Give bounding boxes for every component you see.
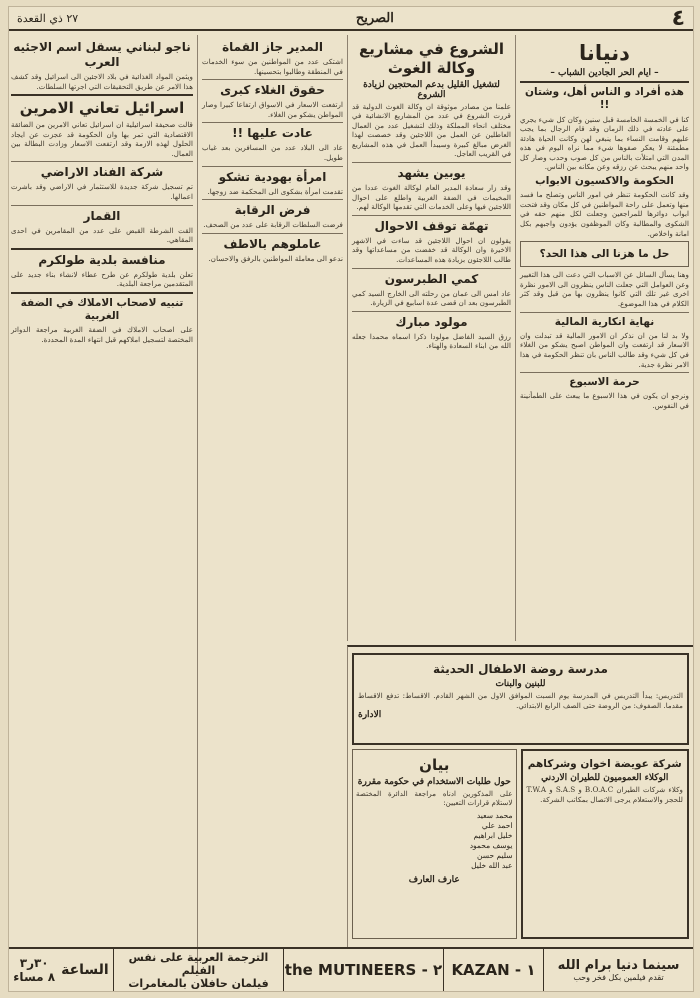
article-text: علمنا من مصادر موثوقة ان وكالة الغوث الدولية قد قررت الشروع في عدد من المشاريع الانشائية في مختلف انحاء المملكة وذلك لتشغيل عدد من العمال العاطلين عن العمل من اللاجئين وقد خصصت لهذا الغرض مبالغ كبيرة وسيبدأ العمل في هذه المشاريع في القريب العاجل. — [352, 101, 511, 159]
showtime-1: ٣٠ر٣ — [19, 956, 49, 970]
issue-date: ٢٧ ذي القعدة — [17, 11, 79, 25]
article-text: وهنا يسأل السائل عن الاسباب التي دعت الى هذا التغيير وعن العوامل التي جعلت الناس ينظرون الى الامور نظرة اخرى غير تلك التي كانوا ينظرون بها من قبل وقد كثر الكلام في هذا الموضوع. — [520, 270, 689, 309]
masthead — [9, 7, 693, 31]
company-ad-subtitle: الوكلاء العموميون للطيران الاردني — [541, 773, 669, 784]
article-text: رزق السيد الفاضل مولودا ذكرا اسماه محمدا جعله الله من ابناء السعادة والهناء. — [352, 331, 511, 351]
company-ad-title: شركة عويضة اخوان وشركاهم — [527, 758, 682, 770]
tender-heading: منافسة بلدية طولكرم — [38, 252, 166, 267]
notice-title: بيان — [419, 756, 450, 774]
article-text: القت الشرطة القبض على عدد من المقامرين في احدى المقاهي. — [11, 225, 193, 245]
showtime-2: ٨ مساء — [13, 970, 56, 984]
notice-intro: على المذكورين ادناه مراجعة الدائرة المختصة لاستلام قرارات التعيين: — [356, 788, 513, 808]
article-text: على اصحاب الاملاك في الضفة الغربية مراجعة الدوائر المختصة لتسجيل املاكهم قبل انتهاء المدة المحددة. — [11, 325, 193, 344]
notice-names-list — [356, 811, 513, 871]
column-2 — [347, 35, 515, 641]
page-number: ٤ — [671, 5, 685, 31]
section-heading: عاملوهم بالاطف — [223, 236, 322, 251]
cinema-subtitle: تقدم فيلمين بكل فخر وحب — [573, 973, 664, 982]
headline-lebanese: ناجو لبناني يسقل اسم الاجئيه العرب — [13, 40, 191, 69]
film-notes — [113, 949, 283, 991]
article-text: وقد كانت الحكومة تنظر في امور الناس وتصلح ما فسد منها وتعمل على راحة المواطنين في كل مكان وقد فتحت ابواب دوائرها للمراجعين وجعلت لكل منهم حقه في الشكوى والمطالبة وكان الموظفون يؤدون واجبهم بكل امانة واخلاص. — [520, 190, 689, 238]
article-text: قالت صحيفة اسرائيلية ان اسرائيل تعاني الامرين من الضائقة الاقتصادية التي تمر بها وان الحكومة قد عجزت عن ايجاد الحلول لهذه الازمة وقد ارتفعت الاسعار وزادت البطالة بين العمال. — [11, 119, 193, 158]
section-heading: حل ما هزنا الى هذا الحد؟ — [539, 248, 670, 261]
section-heading: نهاية انكارية المالية — [554, 315, 655, 328]
notice-name-row: خليل ابراهيم — [473, 830, 513, 840]
school-ad-title: مدرسة روضة الاطفال الحديثة — [433, 662, 608, 676]
showtimes — [9, 949, 113, 991]
article-text: ونرجو ان يكون في هذا الاسبوع ما يبعث على الطمأنينة في النفوس. — [520, 391, 689, 410]
article-text: تعلن بلدية طولكرم عن طرح عطاء لانشاء بناء جديد على المتقدمين مراجعة البلدية. — [11, 269, 193, 289]
column-3 — [197, 35, 347, 971]
film-note-translation: الترجمة العربية على نفس الفيلم — [128, 950, 269, 977]
film-note-adventure: فيلمان حافلان بالمغامرات — [128, 976, 269, 990]
notice-name-row: احمد علي — [481, 820, 513, 830]
headline-unrwa: الشروع في مشاريع وكالة الغوث — [358, 40, 505, 77]
headline-israel: اسرائيل تعاني الامرين — [19, 99, 185, 118]
column-1 — [515, 35, 693, 641]
section-heading: شركة الفناد الاراضي — [40, 165, 164, 180]
article-text: كنا في الخمسة الخامسة قبل سنين وكان كل شيء يجري على عادته في ذلك الزمان وقد قام الرجال بما يجب عليهم وقامت النساء بما ينبغي لهن وكانت الحياة هادئة مطمئنة لا يعكر صفوها شيء مما نراه اليوم في هذه المدن التي امتلأت بالناس من كل صوب وحدب وصار كل واحد منهم يبحث عن رزقه وعن مكانه بين الناس. — [520, 114, 689, 172]
section-heading: المدير جاز القماة — [222, 40, 323, 54]
school-ad-sign: الادارة — [358, 710, 382, 721]
notice-name-row: عبد الله خليل — [471, 860, 513, 870]
article-text: تقدمت امرأة بشكوى الى المحكمة ضد زوجها. — [207, 186, 343, 196]
column-title-donyana: دنيانا — [579, 41, 630, 65]
section-heading: فرض الرقابة — [234, 203, 311, 218]
article-text: عاد الى البلاد عدد من المسافرين بعد غياب طويل. — [202, 143, 343, 162]
school-ad-subtitle: للبنين والبنات — [495, 679, 546, 689]
article-text: ولا بد لنا من ان نذكر ان الامور المالية قد تبدلت وان الاسعار قد ارتفعت وان المواطن اصبح يشكو من الغلاء في كل شيء وقد طالب الناس بان تنظر الحكومة في هذا الامر نظرة جدية. — [520, 330, 689, 369]
column-4 — [7, 35, 197, 971]
cinema-cell — [543, 949, 693, 991]
notice-name-row: سليم حسن — [477, 850, 513, 860]
section-heading: مولود مبارك — [395, 314, 468, 329]
notice-name-row: يوسف محمود — [469, 840, 513, 850]
section-heading: عادت عليها !! — [232, 126, 313, 141]
cinema-ad-band — [9, 947, 693, 991]
company-ad — [521, 749, 690, 939]
column-subtitle: – ايام الحر الجادين الشباب – — [550, 68, 659, 79]
company-ad-text: وكلاء شركات الطيران B.O.A.C و S.A.S و T.W.A للحجز والاستعلام يرجى الاتصال بمكاتب الشركة. — [526, 785, 683, 804]
film-kazan: KAZAN - ١ — [443, 949, 543, 991]
article-text: اشتكى عدد من المواطنين من سوء الخدمات في المنطقة وطالبوا بتحسينها. — [202, 57, 343, 76]
showtimes-label: الساعة — [61, 962, 109, 978]
article-text: ويثمن المواد الغذائية في بلاد الاجئين الى اسرائيل وقد كشف هذا الامر عن طريق التحقيقات التي اجرتها السلطات. — [11, 72, 193, 91]
notice-heading: تنبيه لاصحاب الاملاك في الضفة الغربية — [20, 296, 184, 322]
school-ad — [352, 653, 689, 745]
section-heading: الحكومة والاكسيون الابواب — [535, 175, 674, 188]
notice-sign: عارف العارف — [408, 874, 460, 885]
paper-name: الصريح — [355, 10, 394, 26]
newspaper-page — [8, 6, 694, 992]
article-text: وقد زار سعادة المدير العام لوكالة الغوث عددا من المخيمات في الضفة الغربية واطلع على احوال اللاجئين فيها وعلى الخدمات التي تقدمها الوكالة لهم. — [352, 183, 511, 212]
notice-name-row: محمد سعيد — [476, 810, 513, 820]
cinema-title: سينما دنيا برام الله — [557, 958, 680, 973]
film-mutineers: the MUTINEERS - ٢ — [283, 949, 443, 991]
section-heading: امرأة بهودية تشكو — [218, 169, 327, 184]
lower-right-block — [347, 645, 693, 947]
headline-subtitle: لتشغيل القليل بدعم المحتجين لزيادة الشروع — [363, 79, 500, 100]
section-heading: كمي الطبرسون — [384, 271, 479, 286]
section-heading: تهمّة توقف الاحوال — [374, 218, 489, 233]
section-heading: حقوق الغلاء كبرى — [220, 83, 325, 98]
section-heading: حرمة الاسبوع — [569, 376, 640, 389]
section-heading: يوبين يشهد — [397, 166, 466, 181]
article-text: يقولون ان احوال اللاجئين قد ساءت في الاشهر الاخيرة وان الوكالة قد خفضت من مساعداتها وقد طالب اللاجئون بزيادة هذه المساعدات. — [352, 235, 511, 265]
article-text: فرضت السلطات الرقابة على عدد من الصحف. — [203, 220, 343, 230]
section-heading: هذه أفراد و الناس أهل، وشتان !! — [525, 86, 684, 112]
article-text: عاد امس الى عمان من رحلته الى الخارج السيد كمي الطبرسون بعد ان قضى عدة اسابيع في الزيارة. — [352, 288, 511, 308]
school-ad-text: التدريس: يبدأ التدريس في المدرسة يوم السبت الموافق الاول من الشهر القادم. الاقساط: تدفع الاقساط مقدما. الصفوف: من الروضة حتى الصف الرابع الابتدائي. — [358, 691, 683, 710]
notice-subtitle: حول طلبات الاستخدام في حكومة مقررة — [357, 776, 511, 787]
official-notice — [352, 749, 517, 939]
section-heading: القمار — [83, 208, 121, 223]
article-text: ارتفعت الاسعار في الاسواق ارتفاعا كبيرا وصار المواطن يشكو من الغلاء. — [202, 100, 343, 119]
article-text: ندعو الى معاملة المواطنين بالرفق والاحسان. — [208, 253, 343, 263]
article-text: تم تسجيل شركة جديدة للاستثمار في الاراضي وقد باشرت اعمالها. — [11, 182, 193, 201]
